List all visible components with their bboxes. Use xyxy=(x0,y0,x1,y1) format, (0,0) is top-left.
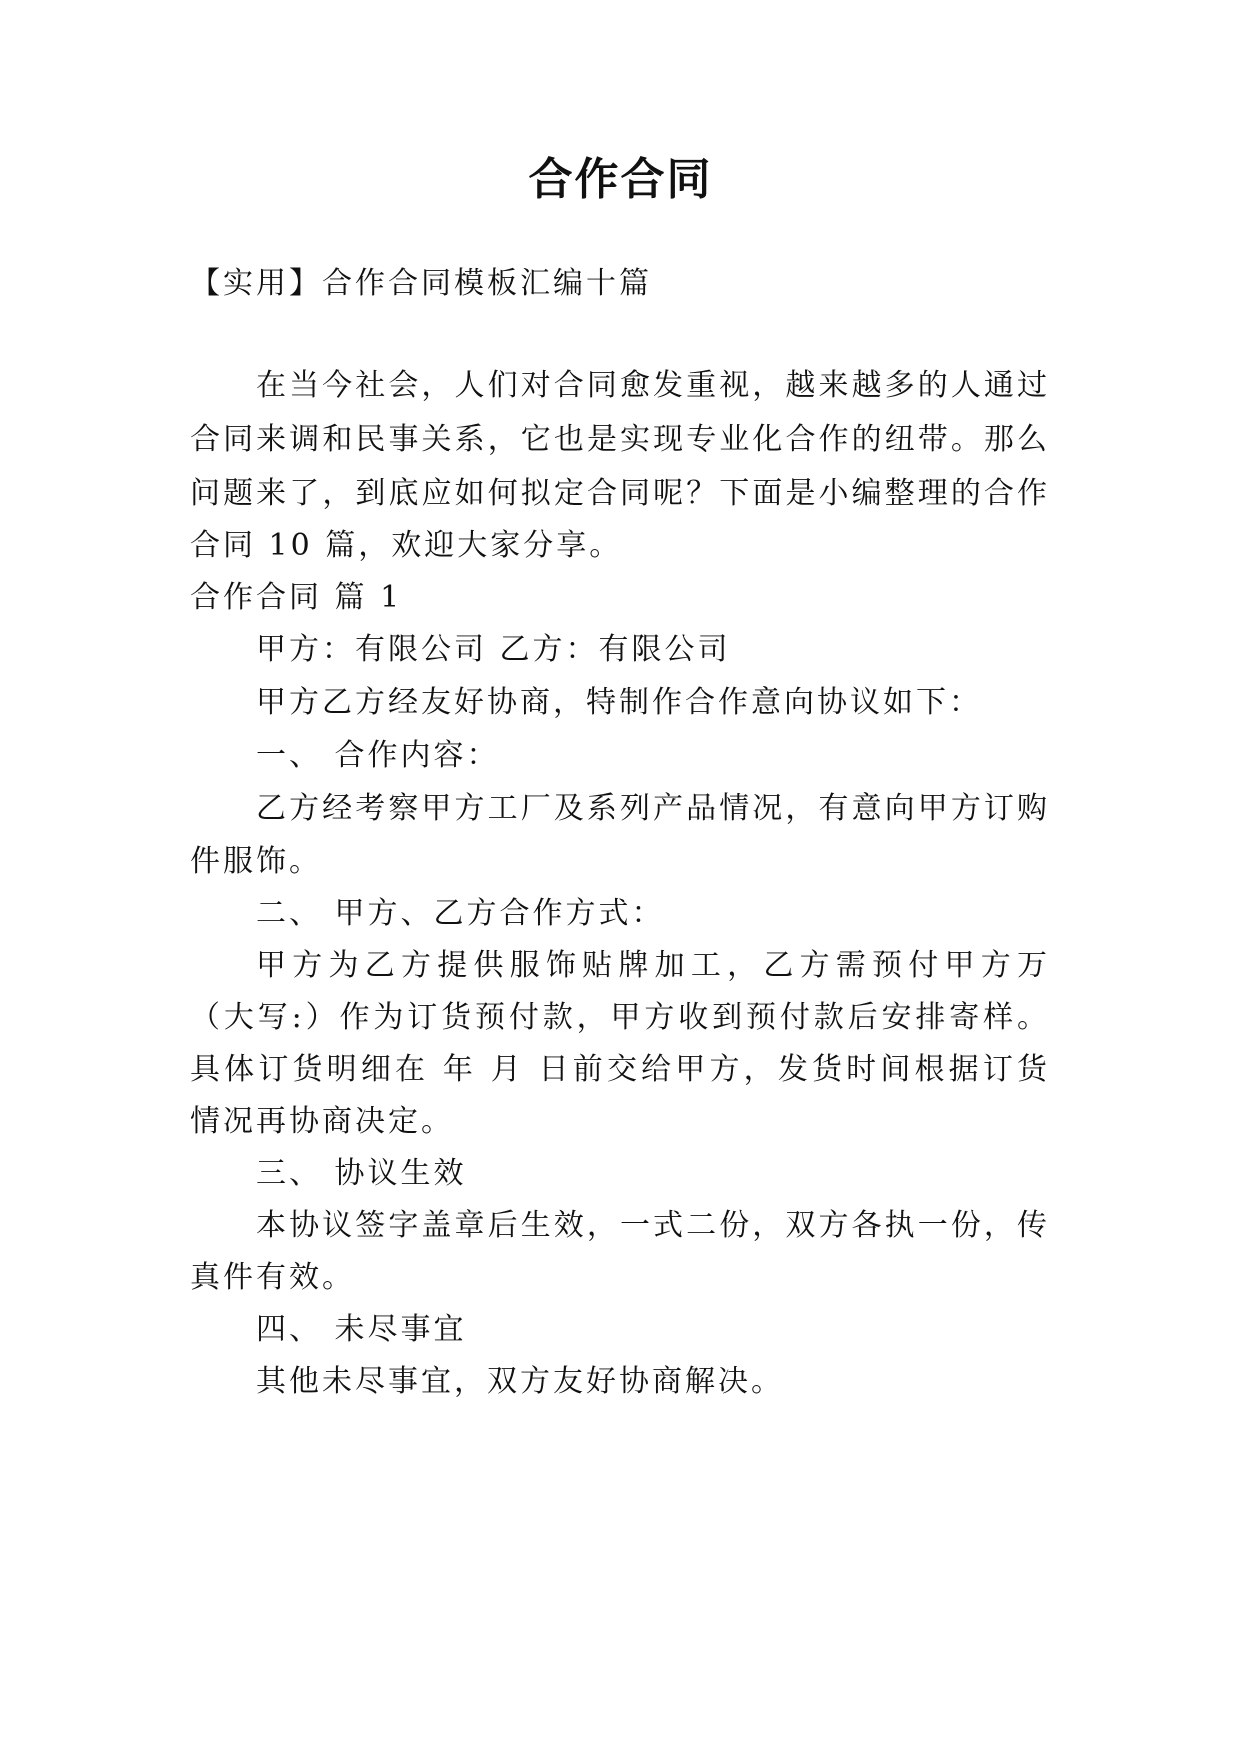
section-body-line: 具体订货明细在 年 月 日前交给甲方，发货时间根据订货 xyxy=(190,1052,1050,1087)
section-body-line: 件服饰。 xyxy=(190,844,322,879)
section-body-line: 其他未尽事宜，双方友好协商解决。 xyxy=(256,1364,784,1399)
preamble-line: 甲方乙方经友好协商，特制作合作意向协议如下： xyxy=(256,685,982,720)
section-body-line: 乙方经考察甲方工厂及系列产品情况，有意向甲方订购 xyxy=(256,791,1050,826)
intro-line: 合同 10 篇，欢迎大家分享。 xyxy=(190,528,623,563)
section-heading: 二、 甲方、乙方合作方式： xyxy=(256,896,665,931)
section-body-line: 甲方为乙方提供服饰贴牌加工，乙方需预付甲方万 xyxy=(256,948,1050,983)
document-subtitle: 【实用】合作合同模板汇编十篇 xyxy=(190,266,652,301)
parties-line: 甲方：有限公司 乙方：有限公司 xyxy=(256,632,731,667)
section-body-line: （大写:）作为订货预付款，甲方收到预付款后安排寄样。 xyxy=(190,1000,1050,1035)
document-title: 合作合同 xyxy=(528,154,713,205)
section-heading: 一、 合作内容： xyxy=(256,738,500,773)
intro-line: 在当今社会，人们对合同愈发重视，越来越多的人通过 xyxy=(256,368,1050,403)
section-heading: 四、 未尽事宜 xyxy=(256,1312,467,1347)
section-body-line: 情况再协商决定。 xyxy=(190,1104,454,1139)
intro-line: 合同来调和民事关系，它也是实现专业化合作的纽带。那么 xyxy=(190,422,1050,457)
section-body-line: 本协议签字盖章后生效，一式二份，双方各执一份，传 xyxy=(256,1208,1050,1243)
section-heading: 三、 协议生效 xyxy=(256,1156,467,1191)
intro-line: 问题来了，到底应如何拟定合同呢？下面是小编整理的合作 xyxy=(190,476,1050,511)
section-body-line: 真件有效。 xyxy=(190,1260,355,1295)
chapter-heading: 合作合同 篇 1 xyxy=(190,580,403,615)
